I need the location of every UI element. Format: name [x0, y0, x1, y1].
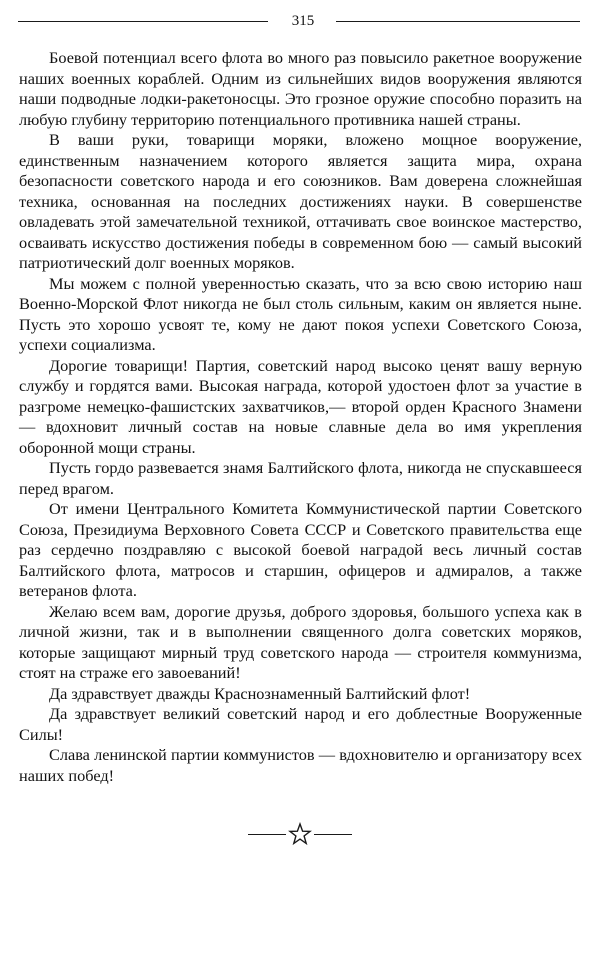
header-rule-left [18, 21, 268, 22]
paragraph: Да здравствует великий советский народ и его доблестные Вооруженные Силы! [19, 704, 582, 744]
body-text [19, 48, 582, 786]
section-end-ornament [248, 822, 352, 848]
paragraph: Желаю всем вам, дорогие друзья, доброго здоровья, большого успеха как в личной жизни, так и в выполнении священного долга советских моряков, которые защищают мирный труд советского народа — строителя коммунизма, стоят на страже его завоеваний! [19, 601, 582, 682]
page-header [18, 11, 580, 33]
paragraph: Боевой потенциал всего флота во много раз повысило ракетное вооружение наших военных кораблей. Одним из сильнейших видов вооружения являются наши подводные лодки-ракетоносцы. Это грозное оружие способно поразить на любую глубину территорию потенциального противника нашей страны. [19, 48, 582, 129]
header-rule-right [336, 21, 580, 22]
paragraph: Пусть гордо развевается знамя Балтийского флота, никогда не спускавшееся перед врагом. [19, 458, 582, 498]
star-outline-icon [288, 822, 312, 846]
paragraph: Дорогие товарищи! Партия, советский народ высоко ценят вашу верную службу и гордятся вами. Высокая награда, которой удостоен флот за участие в разгроме немецко-фашистских захватчиков,— второй орден Красного Знамени — вдохновит личный состав на новые славные дела во имя укрепления оборонной мощи страны. [19, 355, 582, 457]
paragraph: Да здравствует дважды Краснознаменный Балтийский флот! [49, 683, 471, 703]
ornament-dash-left [248, 834, 286, 835]
page-number: 315 [291, 13, 315, 29]
paragraph: Мы можем с полной уверенностью сказать, что за всю свою историю наш Военно-Морской Флот никогда не был столь сильным, каким он является ныне. Пусть это хорошо усвоят те, кому не дают покоя успехи Советского Союза, успехи социализма. [19, 273, 582, 354]
paragraph: Слава ленинской партии коммунистов — вдохновителю и организатору всех наших побед! [19, 745, 582, 785]
ornament-dash-right [314, 834, 352, 835]
paragraph: В ваши руки, товарищи моряки, вложено мощное вооружение, единственным назначением которого является защита мира, охрана безопасности советского народа и его союзников. Вам доверена сложнейшая техника, основанная на последних достижениях науки. В совершенстве овладевать этой замечательной техникой, оттачивать свое воинское мастерство, осваивать искусство достижения победы в современном бою — самый высокий патриотический долг военных моряков. [19, 130, 582, 272]
paragraph: От имени Центрального Комитета Коммунистической партии Советского Союза, Президиума Верховного Совета СССР и Советского правительства еще раз сердечно поздравляю с высокой боевой наградой весь личный состав Балтийского флота, матросов и старшин, офицеров и адмиралов, а также ветеранов флота. [19, 499, 582, 600]
